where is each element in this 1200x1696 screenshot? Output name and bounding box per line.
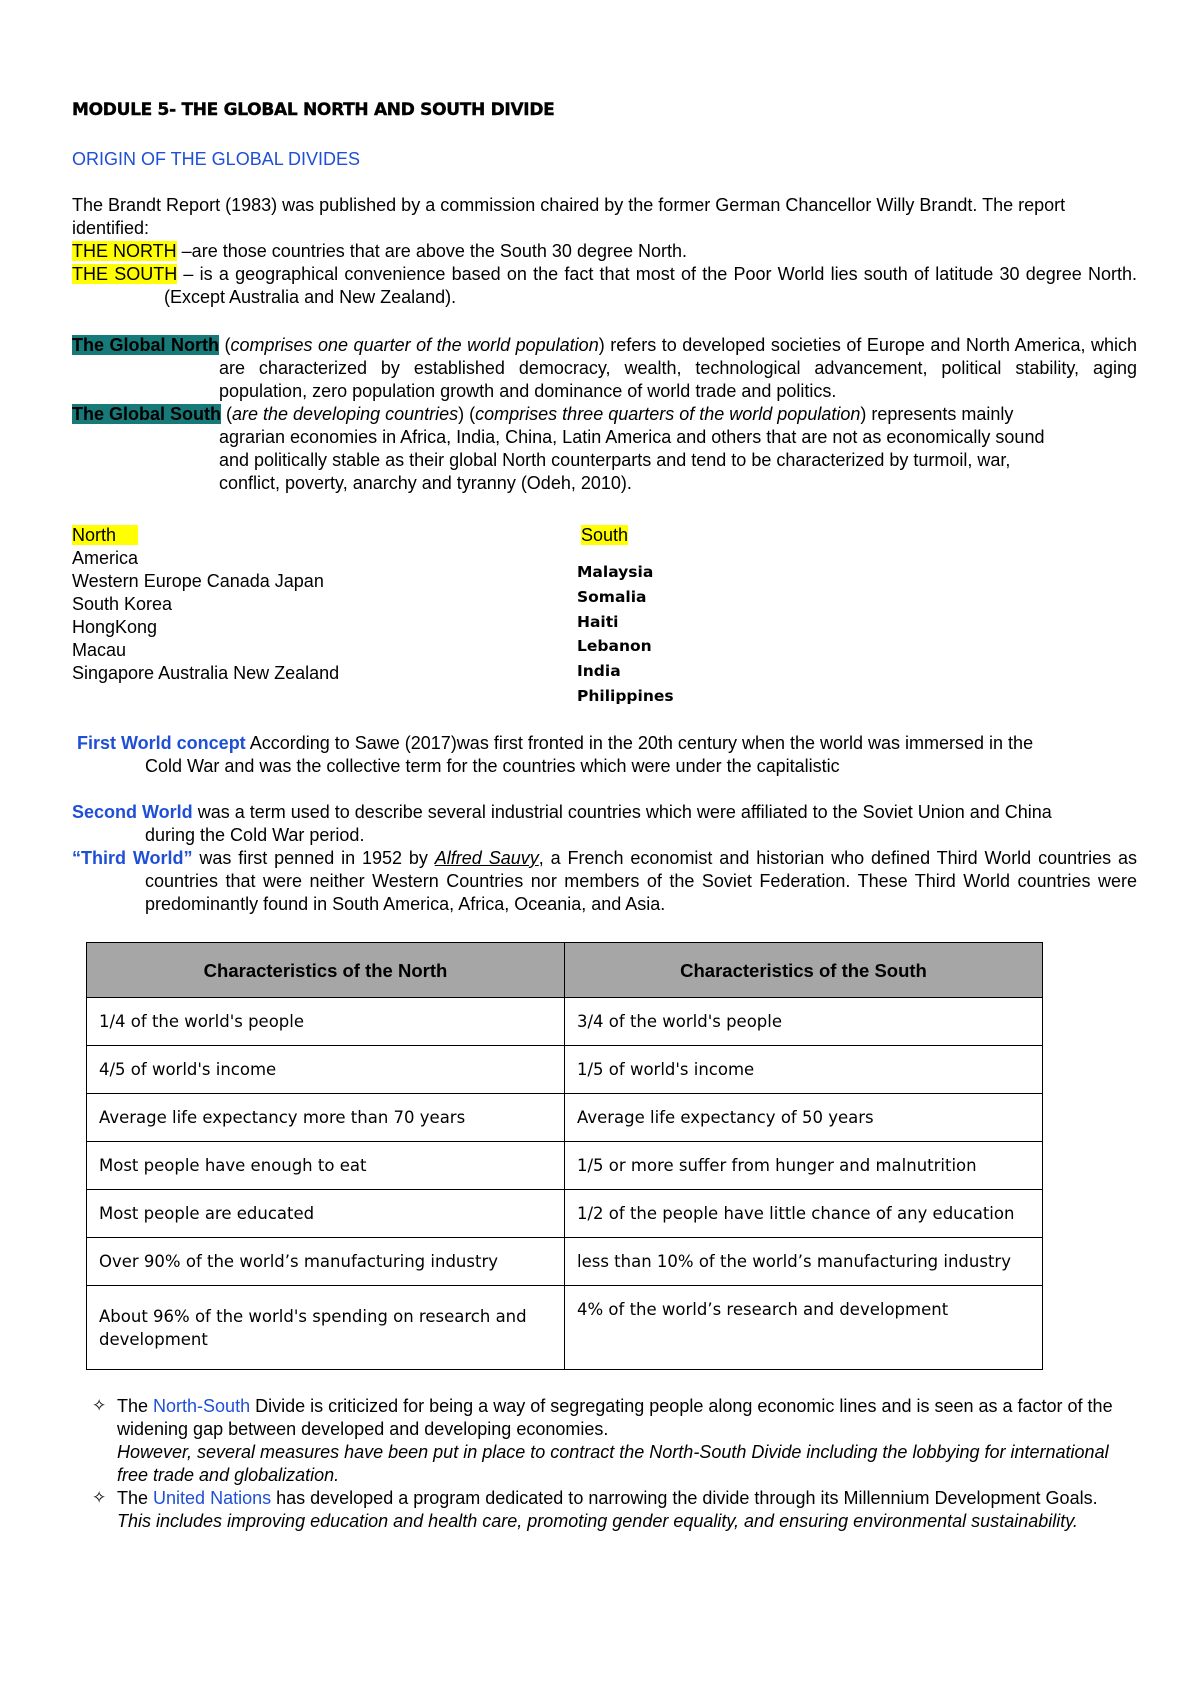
north-text: –are those countries that are above the South 30 degree North. [176,241,688,261]
south-label-text: South [581,525,629,545]
list-item: Haiti [577,612,619,631]
table-cell: less than 10% of the world’s manufacturing industry [565,1238,1043,1286]
list-item: India [577,662,621,681]
characteristics-table [86,942,1043,1370]
table-cell: 1/5 or more suffer from hunger and malnutrition [565,1142,1043,1190]
bullet-italic-text: This includes improving education and health care, promoting gender equality, and ensuring environmental sustainability. [117,1511,1078,1531]
list-item: Philippines [577,686,674,705]
second-world-text: was a term used to describe several industrial countries which were affiliated to the Soviet Union and China during the Cold War period. [145,802,1052,845]
table-cell: About 96% of the world's spending on research and development [87,1286,565,1370]
table-cell: Over 90% of the world’s manufacturing industry [87,1238,565,1286]
table-row [87,1238,1043,1286]
north-south-link: North-South [153,1396,251,1416]
south-column-header: Characteristics of the South [565,943,1043,998]
north-label: THE NORTH [72,241,177,261]
table-cell: 3/4 of the world's people [565,998,1043,1046]
united-nations-link: United Nations [153,1488,272,1508]
south-exception: (Except Australia and New Zealand). [164,287,457,307]
third-world-definition [72,847,1137,916]
list-item: Singapore Australia New Zealand [72,663,340,683]
first-world-text: According to Sawe (2017)was first fronted in the 20th century when the world was immersed in the Cold War and was the collective term for the countries which were under the capitalistic [145,733,1034,776]
bullet-text: The [117,1396,154,1416]
bullet-list [92,1395,1132,1533]
third-world-text: , a French economist and historian who defined Third World countries as countries that were neither Western Countries nor members of the Soviet Federation. These Third World countries were predominantly found in South America, Africa, Oceania, and Asia. [145,848,1137,914]
global-south-label: The Global South [72,404,221,424]
list-item: Macau [72,640,127,660]
global-north-label: The Global North [72,335,219,355]
north-column-header: Characteristics of the North [87,943,565,998]
global-south-paren2: comprises three quarters of the world population [475,404,861,424]
table-cell: 4/5 of world's income [87,1046,565,1094]
module-title: MODULE 5- THE GLOBAL NORTH AND SOUTH DIVIDE [72,100,555,120]
list-item: HongKong [72,617,158,637]
south-label: THE SOUTH [72,264,178,284]
list-item: Malaysia [577,563,654,581]
star-bullet-icon: ✧ [92,1488,107,1508]
table-row [87,998,1043,1046]
star-bullet-icon: ✧ [92,1396,107,1416]
global-south-definition: The Global South (are the developing countries) (comprises three quarters of the world population) represents mainly agrarian economies in Africa, India, China, Latin America and others that are not as economically sound and politically stable as their global North counterparts and tend to be characterized by turmoil, war, conflict, poverty, anarchy and tyranny (Odeh, 2010). [72,404,1045,493]
table-cell: Average life expectancy of 50 years [565,1094,1043,1142]
second-world-definition [72,801,1097,847]
second-world-label: Second World [72,802,193,822]
table-row [87,1094,1043,1142]
global-north-paren: comprises one quarter of the world population [230,335,599,355]
south-country-list [577,560,674,709]
table-cell: Most people are educated [87,1190,565,1238]
first-world-definition [72,732,1072,778]
table-cell: Most people have enough to eat [87,1142,565,1190]
south-text: – is a geographical convenience based on the fact that most of the Poor World lies south of latitude 30 degree North. [177,264,1137,284]
list-item: South Korea [72,594,173,614]
table-cell: 1/2 of the people have little chance of any education [565,1190,1043,1238]
bullet-text: has developed a program dedicated to narrowing the divide through its Millennium Development Goals. [271,1488,1098,1508]
south-list-label [581,524,628,547]
table-cell: Average life expectancy more than 70 years [87,1094,565,1142]
table-row [87,1046,1043,1094]
bullet-text: Divide is criticized for being a way of segregating people along economic lines and is seen as a factor of the widening gap between developed and developing economies. [117,1396,1113,1439]
origin-heading: ORIGIN OF THE GLOBAL DIVIDES [72,149,361,169]
table-cell: 4% of the world’s research and development [565,1286,1043,1370]
table-row [87,1142,1043,1190]
table-cell: 1/5 of world's income [565,1046,1043,1094]
bullet-item [92,1395,1132,1487]
north-country-list [72,547,339,685]
north-list-label [72,524,138,547]
brandt-section [72,194,1137,309]
list-item: Somalia [577,587,647,606]
global-south-paren1: are the developing countries [232,404,459,424]
table-cell: 1/4 of the world's people [87,998,565,1046]
list-item: Western Europe Canada Japan [72,571,324,591]
list-item: America [72,548,139,568]
table-header-row [87,943,1043,998]
first-world-label: First World concept [77,733,246,753]
north-label-text: North [72,525,138,545]
south-definition [72,263,1137,309]
north-definition [72,240,1137,263]
global-south-text: represents mainly agrarian economies in Africa, India, China, Latin America and others that are not as economically sound and politically stable as their global North counterparts and tend to be characterized by turmoil, war, conflict, poverty, anarchy and tyranny (Odeh, 2010). [219,404,1045,493]
bullet-italic-text: However, several measures have been put in place to contract the North-South Divide including the lobbying for international free trade and globalization. [117,1442,1109,1485]
brandt-intro: The Brandt Report (1983) was published by a commission chaired by the former German Chancellor Willy Brandt. The report identified: [72,195,1066,238]
global-north-definition: The Global North (comprises one quarter of the world population) refers to developed societies of Europe and North America, which are characterized by established democracy, wealth, technological advancement, political stability, aging population, zero population growth and dominance of world trade and politics. [72,335,1137,401]
bullet-item [92,1487,1132,1533]
global-north-text: refers to developed societies of Europe and North America, which are characterized by established democracy, wealth, technological advancement, political stability, aging population, zero population growth and dominance of world trade and politics. [219,335,1137,401]
third-world-label: “Third World” [72,848,193,868]
alfred-sauvy-link: Alfred Sauvy [434,848,539,868]
bullet-text: The [117,1488,154,1508]
third-world-pre: was first penned in 1952 by [192,848,435,868]
table-row [87,1286,1043,1370]
list-item: Lebanon [577,637,652,656]
table-row [87,1190,1043,1238]
